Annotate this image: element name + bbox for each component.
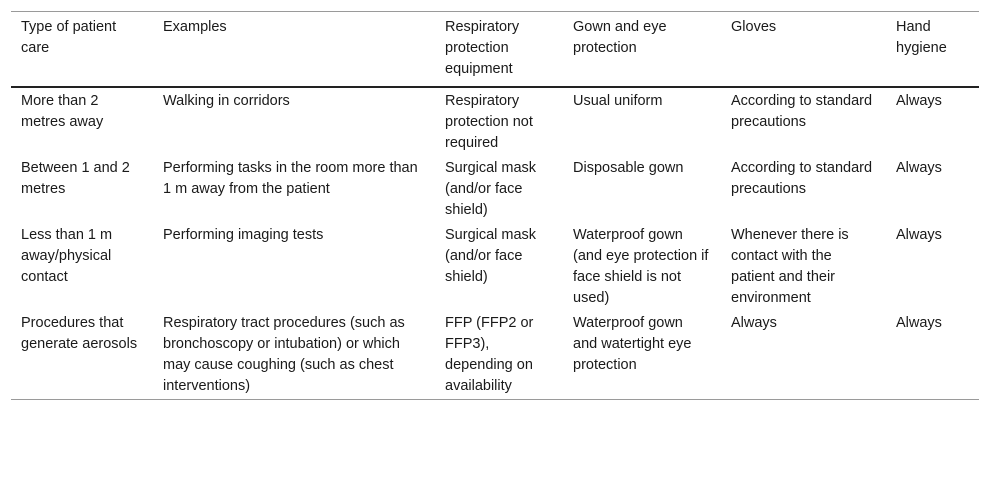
header-respiratory-protection: Respiratory protection equipment [445,19,520,77]
table-row [11,311,979,400]
cell-hand-hygiene: Always [896,227,942,243]
header-row [11,12,979,88]
ppe-recommendations-table [11,11,979,400]
cell-gown-eye-protection: Usual uniform [573,93,663,109]
cell-type-of-care: Less than 1 m away/physical contact [21,227,113,285]
header-gloves: Gloves [731,19,777,35]
cell-examples: Walking in corridors [163,93,290,109]
cell-gown-eye-protection: Disposable gown [573,160,684,176]
cell-gloves: Whenever there is contact with the patient and their environment [731,227,849,306]
table-row [11,156,979,223]
header-type-of-care: Type of patient care [21,19,117,56]
header-examples: Examples [163,19,227,35]
table-header [11,12,979,88]
header-gown-eye-protection: Gown and eye protection [573,19,667,56]
cell-respiratory-protection: Surgical mask (and/or face shield) [445,160,537,218]
cell-hand-hygiene: Always [896,315,942,331]
table-row [11,87,979,156]
cell-gloves: According to standard precautions [731,160,873,197]
cell-examples: Performing tasks in the room more than 1 m away from the patient [163,160,418,197]
cell-respiratory-protection: FFP (FFP2 or FFP3), depending on availability [445,315,534,394]
table-body [11,87,979,400]
cell-gown-eye-protection: Waterproof gown and watertight eye protection [573,315,692,373]
cell-gloves: Always [731,315,777,331]
cell-respiratory-protection: Surgical mask (and/or face shield) [445,227,537,285]
cell-type-of-care: More than 2 metres away [21,93,104,130]
cell-hand-hygiene: Always [896,160,942,176]
cell-examples: Respiratory tract procedures (such as bronchoscopy or intubation) or which may cause coughing (such as chest interventions) [163,315,405,394]
cell-examples: Performing imaging tests [163,227,324,243]
cell-gown-eye-protection: Waterproof gown (and eye protection if face shield is not used) [573,227,709,306]
cell-respiratory-protection: Respiratory protection not required [445,93,533,151]
table-row [11,223,979,311]
cell-type-of-care: Procedures that generate aerosols [21,315,138,352]
cell-type-of-care: Between 1 and 2 metres [21,160,130,197]
cell-hand-hygiene: Always [896,93,942,109]
ppe-table-container [11,11,979,400]
cell-gloves: According to standard precautions [731,93,873,130]
header-hand-hygiene: Hand hygiene [896,19,947,56]
